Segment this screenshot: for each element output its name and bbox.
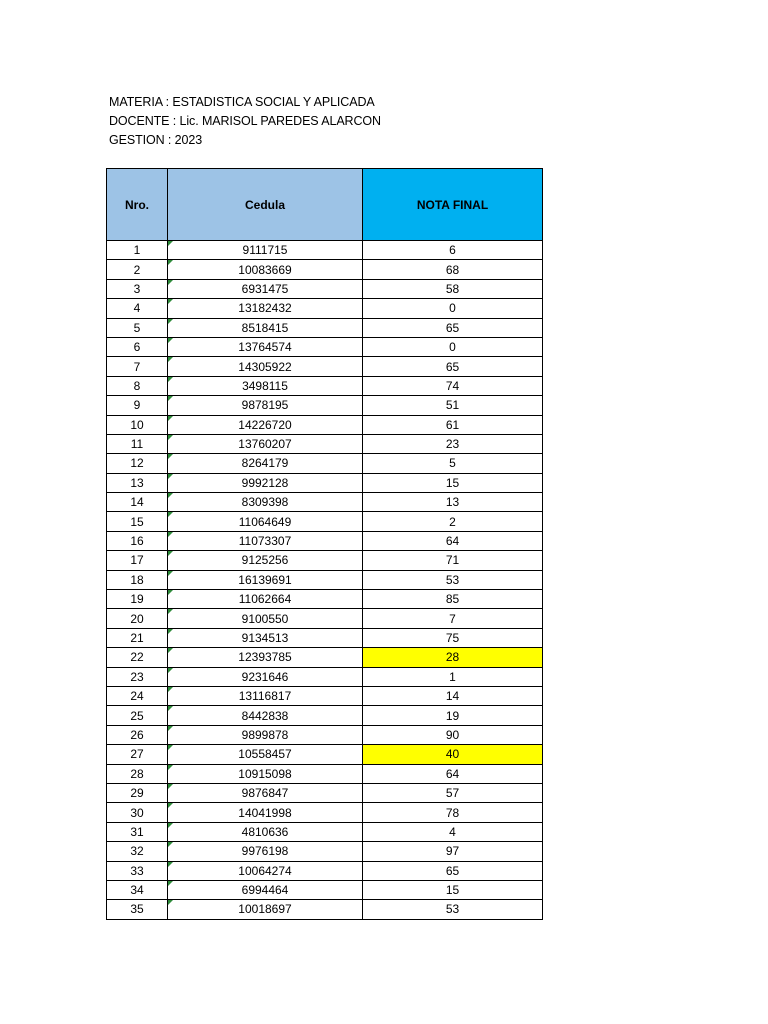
- cedula-value: 8309398: [241, 495, 289, 510]
- final-grade-cell: 14: [363, 686, 543, 705]
- cedula-value: 9134513: [241, 631, 289, 645]
- cedula-cell: [168, 337, 363, 356]
- row-number-cell: 11: [107, 434, 168, 453]
- table-row: [107, 667, 543, 686]
- final-grade-cell: 65: [363, 861, 543, 880]
- final-grade-cell: 13: [363, 493, 543, 512]
- cedula-cell: [168, 648, 363, 667]
- document-header: [109, 93, 381, 150]
- cedula-cell: [168, 686, 363, 705]
- cedula-value: 13760207: [238, 437, 292, 452]
- row-number-cell: 23: [107, 667, 168, 686]
- final-grade-cell: 2: [363, 512, 543, 531]
- table-row: [107, 299, 543, 318]
- final-grade-cell: 53: [363, 570, 543, 589]
- final-grade-cell: 57: [363, 783, 543, 802]
- column-header-nota-final: NOTA FINAL: [363, 169, 543, 241]
- final-grade-cell: 61: [363, 415, 543, 434]
- final-grade-cell: 74: [363, 376, 543, 395]
- row-number-cell: 30: [107, 803, 168, 822]
- table-row: [107, 706, 543, 725]
- table-row: [107, 551, 543, 570]
- final-grade-cell: 78: [363, 803, 543, 822]
- row-number-cell: 21: [107, 628, 168, 647]
- cedula-value: 10915098: [238, 766, 292, 781]
- cell-indicator-icon: [168, 260, 173, 265]
- table-row: [107, 279, 543, 298]
- header-row: [107, 169, 543, 241]
- cell-indicator-icon: [168, 668, 173, 673]
- table-row: [107, 396, 543, 415]
- cell-indicator-icon: [168, 299, 173, 304]
- row-number-cell: 22: [107, 648, 168, 667]
- cedula-cell: [168, 434, 363, 453]
- final-grade-cell: 68: [363, 260, 543, 279]
- cedula-value: 9100550: [241, 611, 289, 626]
- final-grade-cell: 64: [363, 531, 543, 550]
- table-row: [107, 628, 543, 647]
- column-header-cedula: Cedula: [168, 169, 363, 241]
- row-number-cell: 32: [107, 842, 168, 861]
- final-grade-cell: 64: [363, 764, 543, 783]
- row-number-cell: 6: [107, 337, 168, 356]
- cedula-cell: [168, 764, 363, 783]
- final-grade-cell: 58: [363, 279, 543, 298]
- cell-indicator-icon: [168, 687, 173, 692]
- cell-indicator-icon: [168, 280, 173, 285]
- final-grade-cell: 7: [363, 609, 543, 628]
- cedula-value: 11064649: [238, 514, 292, 529]
- cedula-cell: [168, 531, 363, 550]
- final-grade-cell: 71: [363, 551, 543, 570]
- table-row: [107, 415, 543, 434]
- cell-indicator-icon: [168, 629, 173, 634]
- cedula-value: 13764574: [238, 340, 292, 355]
- cell-indicator-icon: [168, 745, 173, 750]
- cell-indicator-icon: [168, 377, 173, 382]
- table-row: [107, 318, 543, 337]
- cedula-value: 9899878: [241, 727, 289, 742]
- cedula-value: 14305922: [238, 359, 292, 374]
- table-row: [107, 357, 543, 376]
- final-grade-cell: 51: [363, 396, 543, 415]
- table-row: [107, 376, 543, 395]
- row-number-cell: 2: [107, 260, 168, 279]
- cedula-value: 9976198: [241, 844, 289, 859]
- cedula-value: 16139691: [238, 572, 292, 587]
- cedula-cell: [168, 590, 363, 609]
- cedula-value: 9231646: [241, 669, 289, 684]
- row-number-cell: 27: [107, 745, 168, 764]
- table-row: [107, 900, 543, 919]
- cell-indicator-icon: [168, 396, 173, 401]
- table-row: [107, 725, 543, 744]
- cedula-value: 3498115: [242, 378, 288, 393]
- final-grade-cell: 23: [363, 434, 543, 453]
- cedula-value: 9125256: [241, 553, 289, 568]
- cedula-cell: [168, 318, 363, 337]
- cell-indicator-icon: [168, 551, 173, 556]
- row-number-cell: 10: [107, 415, 168, 434]
- row-number-cell: 28: [107, 764, 168, 783]
- cell-indicator-icon: [168, 842, 173, 847]
- row-number-cell: 24: [107, 686, 168, 705]
- final-grade-cell: 5: [363, 454, 543, 473]
- table-row: [107, 493, 543, 512]
- grades-table: [106, 168, 543, 920]
- cedula-cell: [168, 279, 363, 298]
- row-number-cell: 4: [107, 299, 168, 318]
- cell-indicator-icon: [168, 881, 173, 886]
- cedula-cell: [168, 454, 363, 473]
- cell-indicator-icon: [168, 493, 173, 498]
- cedula-cell: [168, 357, 363, 376]
- row-number-cell: 16: [107, 531, 168, 550]
- table-row: [107, 473, 543, 492]
- table-row: [107, 590, 543, 609]
- cedula-cell: [168, 628, 363, 647]
- row-number-cell: 34: [107, 880, 168, 899]
- table-row: [107, 783, 543, 802]
- cedula-cell: [168, 396, 363, 415]
- cell-indicator-icon: [168, 571, 173, 576]
- cedula-cell: [168, 609, 363, 628]
- cedula-cell: [168, 880, 363, 899]
- cell-indicator-icon: [168, 823, 173, 828]
- cedula-cell: [168, 745, 363, 764]
- teacher-line: DOCENTE : Lic. MARISOL PAREDES ALARCON: [109, 114, 381, 128]
- cedula-cell: [168, 667, 363, 686]
- row-number-cell: 31: [107, 822, 168, 841]
- cedula-cell: [168, 493, 363, 512]
- cedula-cell: [168, 551, 363, 570]
- cedula-value: 11062664: [238, 592, 292, 607]
- final-grade-cell: 65: [363, 357, 543, 376]
- table-row: [107, 842, 543, 861]
- cedula-value: 13116817: [238, 689, 292, 704]
- row-number-cell: 18: [107, 570, 168, 589]
- final-grade-cell: 97: [363, 842, 543, 861]
- table-row: [107, 531, 543, 550]
- final-grade-cell: 90: [363, 725, 543, 744]
- table-row: [107, 512, 543, 531]
- cedula-value: 6994464: [241, 883, 289, 898]
- table-row: [107, 686, 543, 705]
- cell-indicator-icon: [168, 532, 173, 537]
- cell-indicator-icon: [168, 726, 173, 731]
- row-number-cell: 8: [107, 376, 168, 395]
- row-number-cell: 7: [107, 357, 168, 376]
- row-number-cell: 17: [107, 551, 168, 570]
- cedula-value: 9111715: [242, 243, 288, 258]
- table-row: [107, 337, 543, 356]
- final-grade-cell: 1: [363, 667, 543, 686]
- table-row: [107, 822, 543, 841]
- table-row: [107, 764, 543, 783]
- row-number-cell: 12: [107, 454, 168, 473]
- row-number-cell: 35: [107, 900, 168, 919]
- table-row: [107, 434, 543, 453]
- table-row: [107, 454, 543, 473]
- cedula-cell: [168, 822, 363, 841]
- row-number-cell: 3: [107, 279, 168, 298]
- cedula-cell: [168, 299, 363, 318]
- cedula-cell: [168, 512, 363, 531]
- cedula-value: 8518415: [241, 320, 289, 335]
- row-number-cell: 5: [107, 318, 168, 337]
- cedula-value: 8442838: [241, 708, 289, 723]
- cedula-value: 13182432: [238, 301, 292, 316]
- row-number-cell: 26: [107, 725, 168, 744]
- cedula-cell: [168, 706, 363, 725]
- table-row: [107, 570, 543, 589]
- cedula-value: 9992128: [241, 475, 289, 490]
- cedula-value: 4810636: [241, 824, 289, 839]
- cell-indicator-icon: [168, 512, 173, 517]
- cell-indicator-icon: [168, 784, 173, 789]
- final-grade-cell: 85: [363, 590, 543, 609]
- table-row: [107, 880, 543, 899]
- final-grade-cell: 4: [363, 822, 543, 841]
- cedula-value: 14226720: [238, 417, 292, 432]
- cedula-cell: [168, 900, 363, 919]
- table-body: [107, 241, 543, 920]
- table-row: [107, 609, 543, 628]
- final-grade-cell: 0: [363, 337, 543, 356]
- cell-indicator-icon: [168, 319, 173, 324]
- cell-indicator-icon: [168, 338, 173, 343]
- table-row: [107, 241, 543, 260]
- final-grade-cell: 6: [363, 241, 543, 260]
- cedula-value: 10083669: [238, 262, 292, 277]
- row-number-cell: 13: [107, 473, 168, 492]
- cell-indicator-icon: [168, 454, 173, 459]
- final-grade-cell-highlighted: 40: [363, 745, 543, 764]
- row-number-cell: 20: [107, 609, 168, 628]
- table-header: [107, 169, 543, 241]
- table-row: [107, 260, 543, 279]
- cedula-cell: [168, 861, 363, 880]
- cedula-value: 14041998: [238, 805, 292, 820]
- cedula-value: 12393785: [238, 650, 292, 665]
- cell-indicator-icon: [168, 765, 173, 770]
- cedula-value: 9878195: [241, 398, 289, 413]
- cedula-value: 10018697: [238, 902, 292, 917]
- cell-indicator-icon: [168, 706, 173, 711]
- cedula-cell: [168, 842, 363, 861]
- cedula-cell: [168, 803, 363, 822]
- subject-line: MATERIA : ESTADISTICA SOCIAL Y APLICADA: [109, 95, 375, 109]
- cell-indicator-icon: [168, 416, 173, 421]
- row-number-cell: 19: [107, 590, 168, 609]
- cell-indicator-icon: [168, 609, 173, 614]
- final-grade-cell: 15: [363, 473, 543, 492]
- cedula-value: 6931475: [241, 281, 289, 296]
- row-number-cell: 1: [107, 241, 168, 260]
- final-grade-cell: 19: [363, 706, 543, 725]
- cedula-cell: [168, 376, 363, 395]
- table-row: [107, 803, 543, 822]
- final-grade-cell: 15: [363, 880, 543, 899]
- row-number-cell: 14: [107, 493, 168, 512]
- final-grade-cell-highlighted: 28: [363, 648, 543, 667]
- table-row: [107, 745, 543, 764]
- cedula-value: 9876847: [241, 786, 289, 801]
- row-number-cell: 15: [107, 512, 168, 531]
- cedula-cell: [168, 260, 363, 279]
- cell-indicator-icon: [168, 474, 173, 479]
- cedula-value: 10064274: [238, 863, 292, 878]
- cedula-cell: [168, 783, 363, 802]
- cedula-cell: [168, 570, 363, 589]
- final-grade-cell: 65: [363, 318, 543, 337]
- cell-indicator-icon: [168, 241, 173, 246]
- cedula-value: 8264179: [241, 456, 289, 471]
- cell-indicator-icon: [168, 648, 173, 653]
- cedula-value: 10558457: [238, 747, 292, 762]
- row-number-cell: 33: [107, 861, 168, 880]
- table-row: [107, 648, 543, 667]
- final-grade-cell: 0: [363, 299, 543, 318]
- cell-indicator-icon: [168, 357, 173, 362]
- cell-indicator-icon: [168, 590, 173, 595]
- column-header-nro: Nro.: [107, 169, 168, 241]
- cedula-value: 11073307: [238, 534, 292, 549]
- cedula-cell: [168, 241, 363, 260]
- row-number-cell: 29: [107, 783, 168, 802]
- cell-indicator-icon: [168, 862, 173, 867]
- final-grade-cell: 75: [363, 628, 543, 647]
- cedula-cell: [168, 725, 363, 744]
- term-line: GESTION : 2023: [109, 133, 203, 147]
- cell-indicator-icon: [168, 435, 173, 440]
- cell-indicator-icon: [168, 803, 173, 808]
- cell-indicator-icon: [168, 900, 173, 905]
- row-number-cell: 9: [107, 396, 168, 415]
- table-row: [107, 861, 543, 880]
- cedula-cell: [168, 473, 363, 492]
- final-grade-cell: 53: [363, 900, 543, 919]
- cedula-cell: [168, 415, 363, 434]
- row-number-cell: 25: [107, 706, 168, 725]
